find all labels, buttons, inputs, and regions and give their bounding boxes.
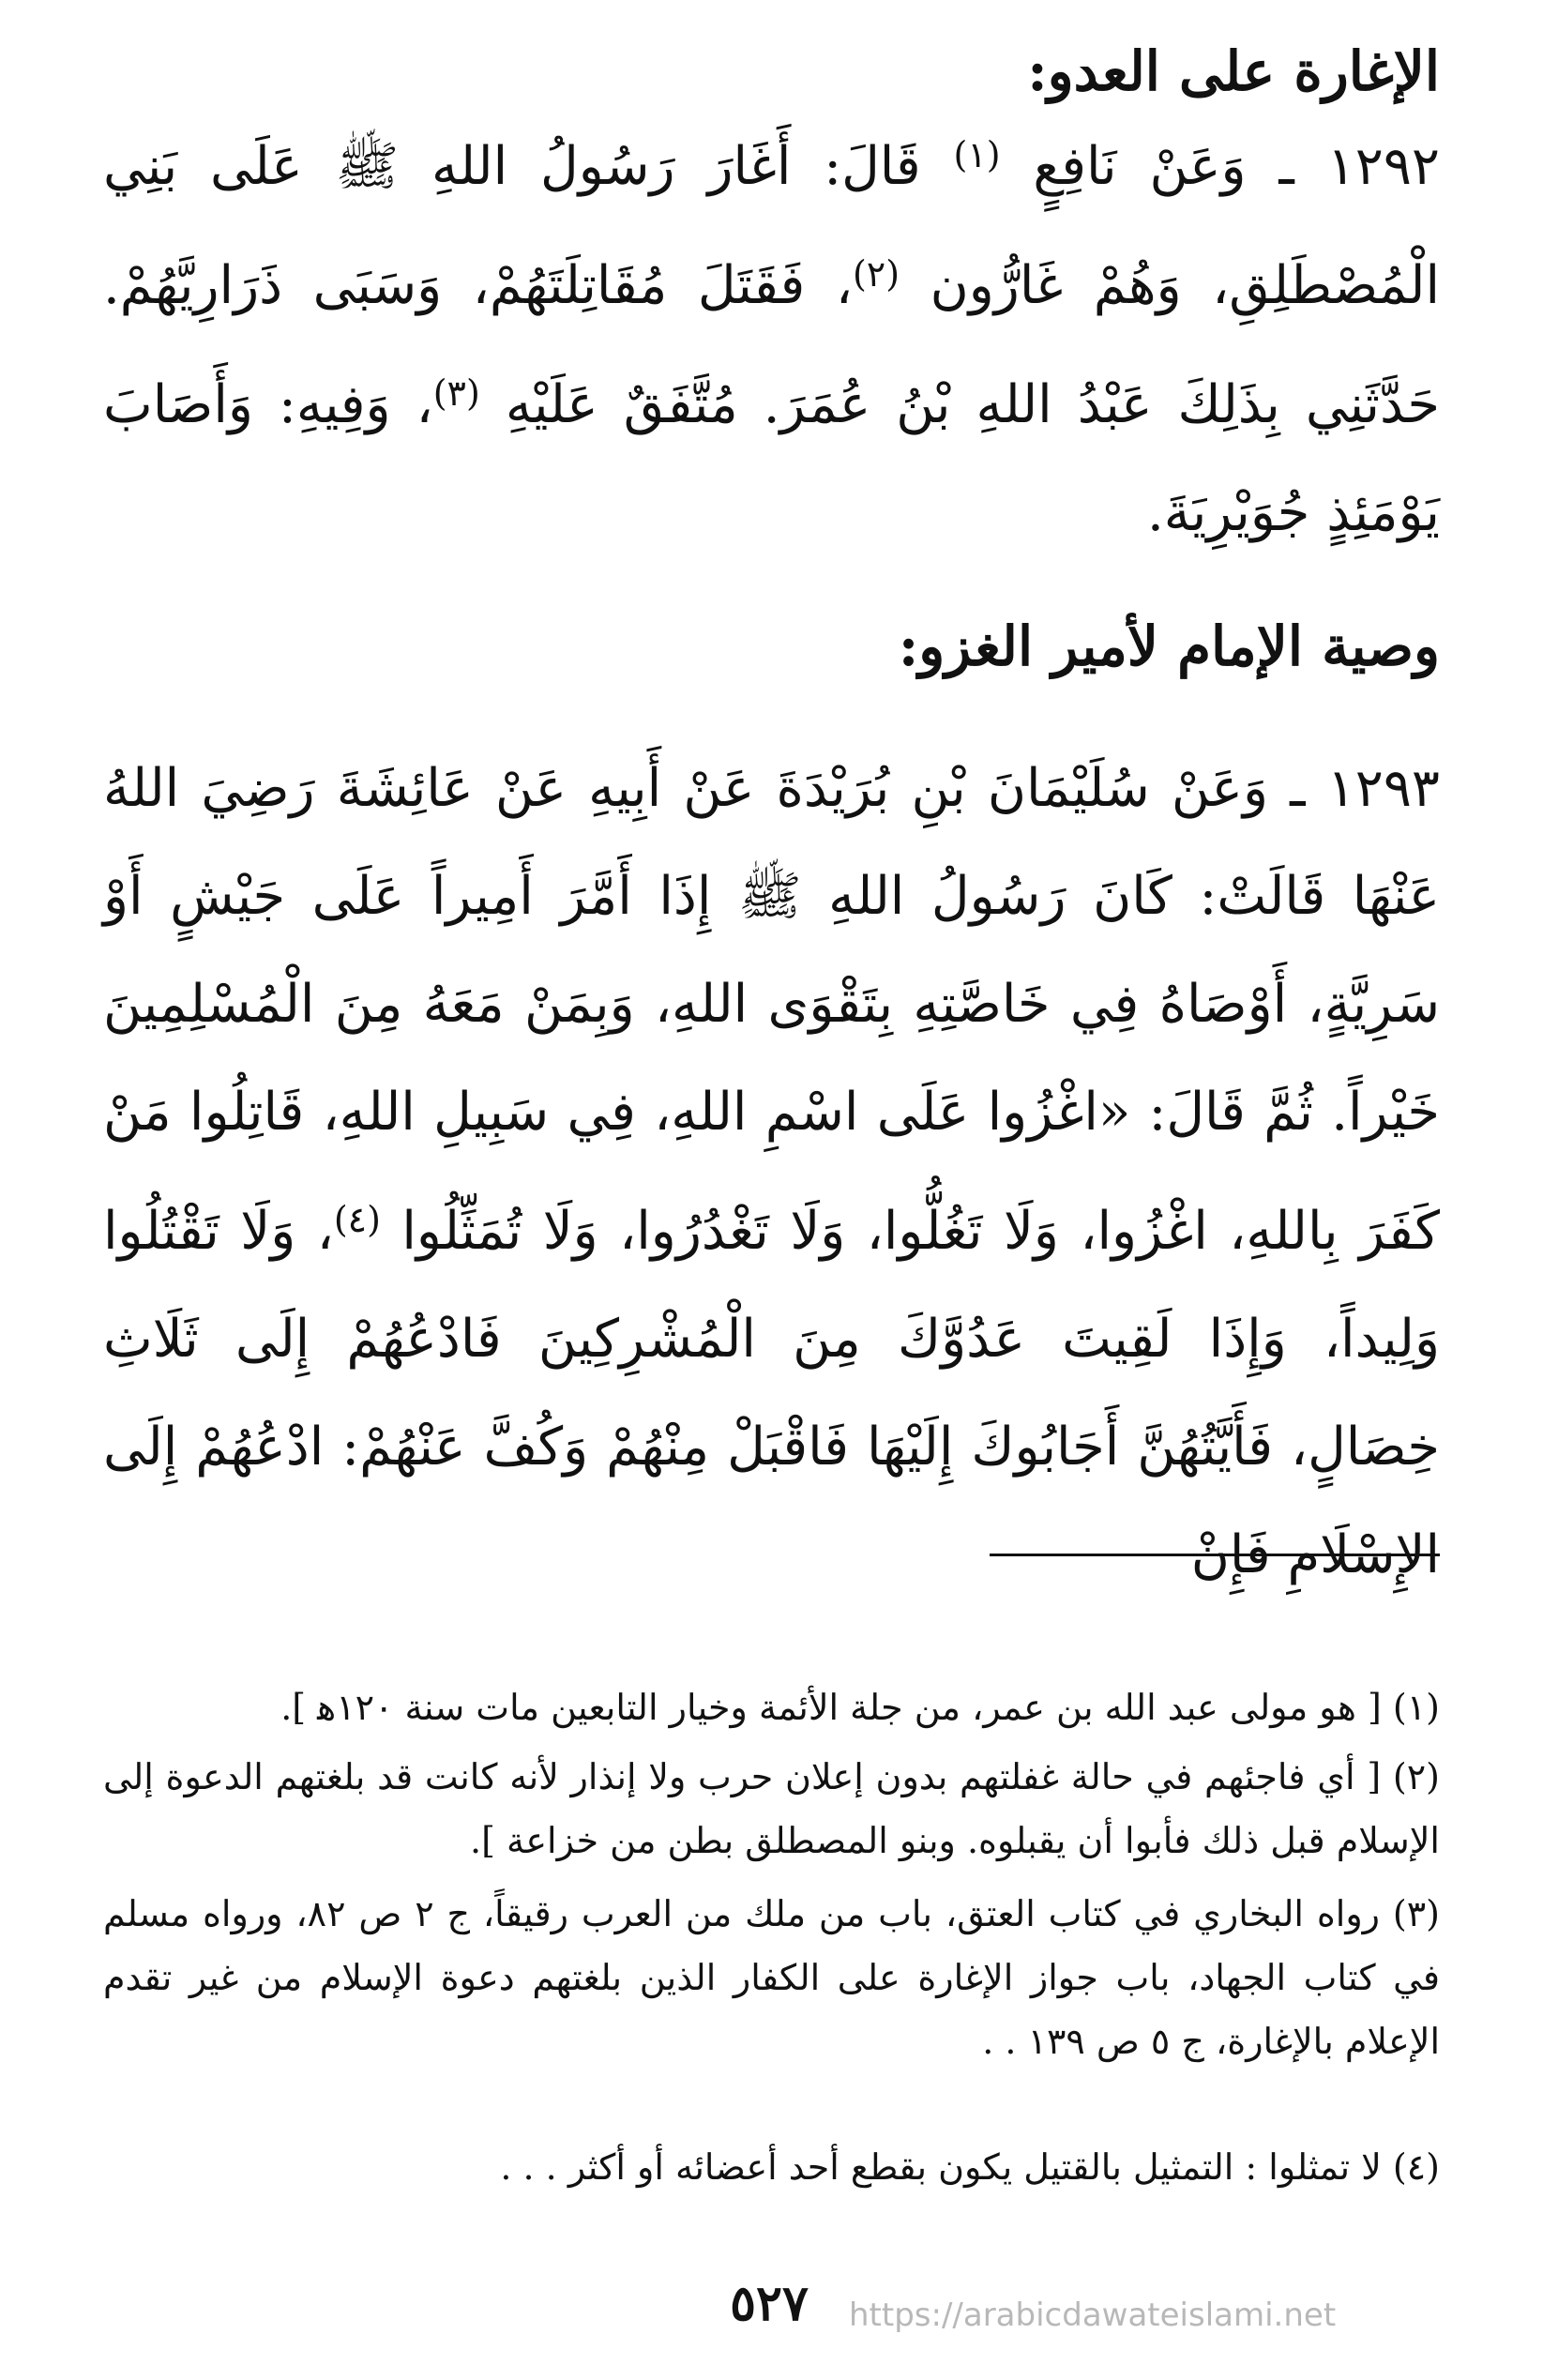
- hadith-text: ، وَفِيهِ: وَأَصَابَ يَوْمَئِذٍ جُوَيْرِيَةَ.: [103, 374, 1440, 543]
- footnote-marker: (٢): [1392, 1756, 1440, 1797]
- footnote: [103, 1882, 1440, 2073]
- footnote-ref[interactable]: (٢): [852, 253, 900, 295]
- hadith-text: قَالَ: أَغَارَ رَسُولُ اللهِ ﷺ عَلَى بَنِي الْمُصْطَلِقِ، وَهُمْ غَارُّون: [103, 136, 1441, 316]
- hadith-text: ـ وَعَنْ سُلَيْمَانَ بْنِ بُرَيْدَةَ عَنْ أَبِيهِ عَنْ عَائِشَةَ رَضِيَ اللهُ عَنْهَا قَالَتْ: كَانَ رَسُولُ اللهِ ﷺ إِذَا أَمَّرَ أَمِيراً عَلَى جَيْشٍ أَوْ سَرِيَّةٍ، أَوْصَاهُ فِي خَاصَّتِهِ بِتَقْوَى اللهِ، وَبِمَنْ مَعَهُ مِنَ الْمُسْلِمِينَ خَيْراً. ثُمَّ قَالَ: «اغْزُوا عَلَى اسْمِ اللهِ، فِي سَبِيلِ اللهِ، قَاتِلُوا مَنْ كَفَرَ بِاللهِ، اغْزُوا، وَلَا تَغُلُّوا، وَلَا تَغْدُرُوا، وَلَا تُمَثِّلُوا: [103, 758, 1441, 1262]
- footnote-marker: (٣): [1392, 1893, 1440, 1934]
- hadith-number: ١٢٩٣: [1326, 758, 1440, 819]
- footnote-text: [ أي فاجئهم في حالة غفلتهم بدون إعلان حرب ولا إنذار لأنه كانت قد بلغتهم الدعوة إلى الإسلام قبل ذلك فأبوا أن يقبلوه. وبنو المصطلق بطن من خزاعة ].: [103, 1756, 1440, 1861]
- hadith-text: ، وَلَا تَقْتُلُوا وَلِيداً، وَإِذَا لَقِيتَ عَدُوَّكَ مِنَ الْمُشْرِكِينَ فَادْعُهُمْ إِلَى ثَلَاثِ خِصَالٍ، فَأَيَّتُهُنَّ أَجَابُوكَ إِلَيْهَا فَاقْبَلْ مِنْهُمْ وَكُفَّ عَنْهُمْ: ادْعُهُمْ إِلَى الإِسْلَامِ فَإِنْ: [103, 1201, 1440, 1585]
- footnote-divider: [990, 1554, 1440, 1556]
- section-heading-raid: الإغارة على العدو:: [1027, 39, 1440, 103]
- footnote-text: رواه البخاري في كتاب العتق، باب من ملك من العرب رقيقاً، ج ٢ ص ٨٢، ورواه مسلم في كتاب الجهاد، باب جواز الإغارة على الكفار الذين بلغتهم دعوة الإسلام من غير تقدم الإعلام بالإغارة، ج ٥ ص ١٣٩ . .: [103, 1893, 1440, 2062]
- hadith-number: ١٢٩٢: [1326, 136, 1440, 197]
- footnote-text: لا تمثلوا : التمثيل بالقتيل يكون بقطع أحد أعضائه أو أكثر . . .: [500, 2146, 1382, 2188]
- hadith-text: ، فَقَتَلَ مُقَاتِلَتَهُمْ، وَسَبَى ذَرَارِيَّهُمْ. حَدَّثَنِي بِذَلِكَ عَبْدُ اللهِ بْنُ عُمَرَ. مُتَّفَقٌ عَلَيْهِ: [103, 255, 1440, 435]
- page-number: ٥٢٧: [730, 2275, 809, 2332]
- footnote-ref[interactable]: (٤): [333, 1199, 381, 1240]
- footnote-ref[interactable]: (١): [953, 134, 1001, 175]
- hadith-1293: [103, 735, 1440, 1609]
- footnote: [103, 1675, 1440, 1739]
- hadith-text: ـ وَعَنْ نَافِعٍ: [1000, 136, 1327, 197]
- section-heading-imam-advice: وصية الإمام لأمير الغزو:: [898, 614, 1440, 678]
- hadith-1292: [103, 101, 1440, 567]
- footnote-ref[interactable]: (٣): [432, 372, 480, 414]
- footnote: [103, 1745, 1440, 1872]
- footnote-marker: (٤): [1392, 2146, 1440, 2188]
- footnote-marker: (١): [1392, 1687, 1440, 1728]
- footnote: [103, 2135, 1440, 2199]
- watermark-url: https://arabicdawateislami.net: [849, 2297, 1337, 2334]
- footnote-text: [ هو مولى عبد الله بن عمر، من جلة الأئمة وخيار التابعين مات سنة ١٢٠ه‍ ].: [280, 1687, 1382, 1728]
